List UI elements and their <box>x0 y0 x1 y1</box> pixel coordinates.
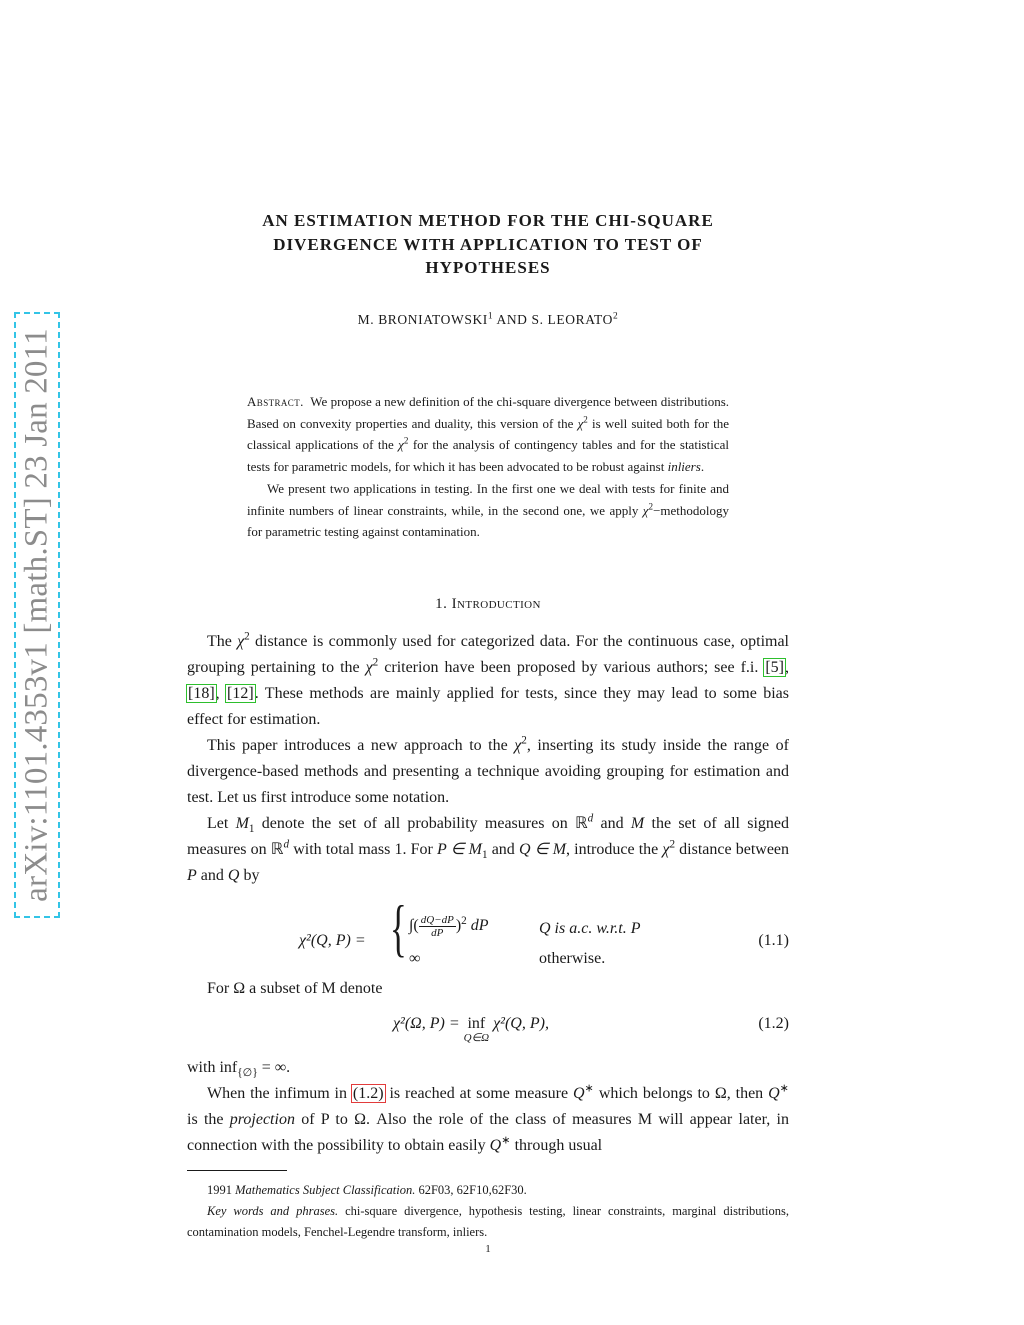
equation-case-1: ∫( $\frac{dQ-dP}{dP}$ )$^2$ dP <box>409 914 489 939</box>
math: ℝ <box>574 815 588 832</box>
footnote-label: Key words and phrases. <box>207 1204 339 1218</box>
math: χ <box>577 415 584 431</box>
math: 2 <box>403 436 409 447</box>
author-sup: 1 <box>487 311 494 322</box>
citation-link[interactable]: [18] <box>188 685 215 702</box>
math: ∗ <box>779 1082 790 1095</box>
math: 2 <box>648 501 654 512</box>
arxiv-stamp <box>14 312 60 918</box>
author-joiner: AND <box>493 312 532 327</box>
math: 2 <box>244 630 250 643</box>
math: χ <box>237 633 245 650</box>
citation-link[interactable]: [5] <box>765 659 784 676</box>
footnotes <box>187 1180 789 1243</box>
abstract-text: for the analysis of contingency tables and for the statistical tests for parametric models, for which it has been advocated to be robust against <box>247 437 729 475</box>
math: dP <box>470 917 489 935</box>
author-sup: 2 <box>613 311 619 322</box>
math: 2 <box>521 734 527 747</box>
math: ℝ <box>270 841 284 858</box>
abstract-label: Abstract. <box>247 394 304 409</box>
text: chi-square divergence, hypothesis testing, linear constraints, marginal distributions, contamination models, Fenchel-Legendre transform, inliers. <box>187 1204 789 1239</box>
page-number: 1 <box>485 1243 491 1255</box>
equation-condition: otherwise. <box>539 950 606 967</box>
abstract-paragraph <box>247 391 729 478</box>
math: Q <box>768 1085 780 1102</box>
math: 1 <box>481 849 488 862</box>
math: ∗ <box>501 1134 511 1147</box>
math: P <box>187 867 197 884</box>
math: P ∈ M <box>436 841 482 858</box>
text: , inserting its study inside the range of divergence-based methods and presenting a technique avoiding grouping for estimation and test. Let us first introduce some notation. <box>187 737 790 806</box>
math: χ <box>662 841 670 858</box>
text: This paper introduces a new approach to the <box>207 737 515 754</box>
footnote-rule <box>187 1170 287 1171</box>
math: 2 <box>461 914 467 927</box>
text: The <box>207 633 238 650</box>
math: Q <box>227 867 240 884</box>
equation-condition: Q is a.c. w.r.t. P <box>539 920 641 937</box>
abstract-text: −methodology for parametric testing against contamination. <box>247 502 729 540</box>
footnote-keywords <box>187 1201 789 1243</box>
math: 1 <box>248 823 255 836</box>
text: which belongs to Ω, then <box>593 1085 769 1102</box>
abstract-emphasis: inliers <box>667 459 701 475</box>
text: Let <box>207 815 236 832</box>
text: and <box>593 815 631 832</box>
math: ∗ <box>584 1082 594 1095</box>
equation-1-2 <box>187 1015 789 1049</box>
equation-lhs: χ²(Ω, P) = <box>393 1015 464 1032</box>
text: with total mass 1. For <box>289 841 437 858</box>
title-line: DIVERGENCE WITH APPLICATION TO TEST OF <box>273 234 703 254</box>
abstract <box>247 391 729 543</box>
math: Q <box>572 1085 585 1102</box>
text: , introduce the <box>566 841 663 858</box>
text: 1991 <box>207 1183 236 1197</box>
paragraph <box>187 733 789 811</box>
arxiv-stamp-text: arXiv:1101.4353v1 [math.ST] 23 Jan 2011 <box>18 328 55 902</box>
math: 2 <box>372 656 379 669</box>
infimum-operator <box>464 1015 489 1044</box>
math: Q ∈ M <box>518 841 567 858</box>
text: distance is commonly used for categorized data. For the continuous case, optimal grouping pertaining to the <box>187 633 790 676</box>
math: d <box>587 812 594 825</box>
footnote-label: Mathematics Subject Classification. <box>235 1183 416 1197</box>
body-text <box>187 976 789 1002</box>
text: and <box>487 841 519 858</box>
math: χ <box>365 659 373 676</box>
title-line: AN ESTIMATION METHOD FOR THE CHI-SQUARE <box>262 211 714 230</box>
text: the set of all signed measures on <box>187 815 789 858</box>
equation-link[interactable]: (1.2) <box>352 1085 384 1102</box>
footnote-msc <box>187 1180 789 1201</box>
math: 2 <box>583 414 588 425</box>
math: Q <box>489 1137 502 1154</box>
math: inf <box>467 1015 486 1032</box>
text: is reached at some measure <box>384 1085 573 1102</box>
text: 62F03, 62F10,62F30. <box>415 1183 527 1197</box>
equation-lhs: χ²(Q, P) = <box>299 932 366 949</box>
section-number: 1. <box>435 596 448 612</box>
equation-1-1 <box>187 892 789 978</box>
body-text <box>187 629 789 889</box>
fraction-denominator: dP <box>431 927 444 939</box>
text: and <box>196 867 228 884</box>
text: When the infimum in <box>207 1085 352 1102</box>
equation-case-2: ∞ <box>409 950 421 967</box>
author-name: M. BRONIATOWSKI <box>357 312 488 327</box>
text: is the <box>187 1111 230 1128</box>
abstract-text: We present two applications in testing. In the first one we deal with tests for finite and infinite numbers of linear constraints, while, in the second one, we apply <box>247 480 729 518</box>
text: criterion have been proposed by various authors; see f.i. <box>378 659 765 676</box>
paragraph <box>187 1055 789 1081</box>
section-title: Introduction <box>451 596 541 612</box>
text: denote the set of all probability measures on <box>254 815 575 832</box>
emphasis: projection <box>229 1111 295 1128</box>
abstract-text: We propose a new definition of the chi-square divergence between distributions. Based on convexity properties and duality, this version of the <box>247 394 730 431</box>
equation-rhs: χ²(Q, P), <box>489 1015 549 1032</box>
math: χ <box>514 737 522 754</box>
text: of P to Ω. Also the role of the class of measures M will appear later, in connection with the possibility to obtain easily <box>187 1111 789 1154</box>
section-heading <box>188 596 788 613</box>
paragraph <box>187 1081 789 1159</box>
equation-number: (1.1) <box>758 932 789 949</box>
paragraph: For Ω a subset of M denote <box>207 980 383 997</box>
abstract-text: . <box>700 459 705 475</box>
paragraph: The $\chi^2$ distance is commonly used for categorized data. For the continuous case, optimal grouping pertaining to the $\chi^2$ criterion have been proposed by various authors; see f.i. [5], [18], [12]. These methods are mainly applied for tests, since they may lead to some bias effect for estimation. <box>187 630 790 728</box>
abstract-paragraph <box>247 478 729 543</box>
math: M <box>630 815 645 832</box>
paragraph <box>187 811 789 889</box>
author-name: S. LEORATO <box>531 312 614 327</box>
math: M <box>235 815 249 832</box>
fraction-numerator: dQ−dP <box>420 914 454 926</box>
abstract-text: is well suited both for the classical applications of the <box>247 415 729 453</box>
citation-link[interactable]: [12] <box>227 685 254 702</box>
math: Q∈Ω <box>463 1032 490 1044</box>
math: χ <box>398 437 404 453</box>
math: {∅} <box>237 1067 258 1080</box>
math: χ <box>642 502 649 518</box>
text: by <box>239 867 260 884</box>
math: d <box>283 838 290 851</box>
text: distance between <box>675 841 790 858</box>
case-brace: { <box>389 892 407 963</box>
math: 2 <box>669 838 676 851</box>
equation-body <box>393 1015 549 1044</box>
authors <box>188 312 788 328</box>
text: = ∞. <box>257 1059 291 1076</box>
body-text <box>187 1055 789 1159</box>
paper-title <box>188 209 788 280</box>
text: . These methods are mainly applied for tests, since they may lead to some bias effect for estimation. <box>187 685 790 728</box>
text: through usual <box>510 1137 603 1154</box>
text: with inf <box>187 1059 238 1076</box>
equation-number: (1.2) <box>758 1015 789 1032</box>
title-line: HYPOTHESES <box>425 258 551 277</box>
